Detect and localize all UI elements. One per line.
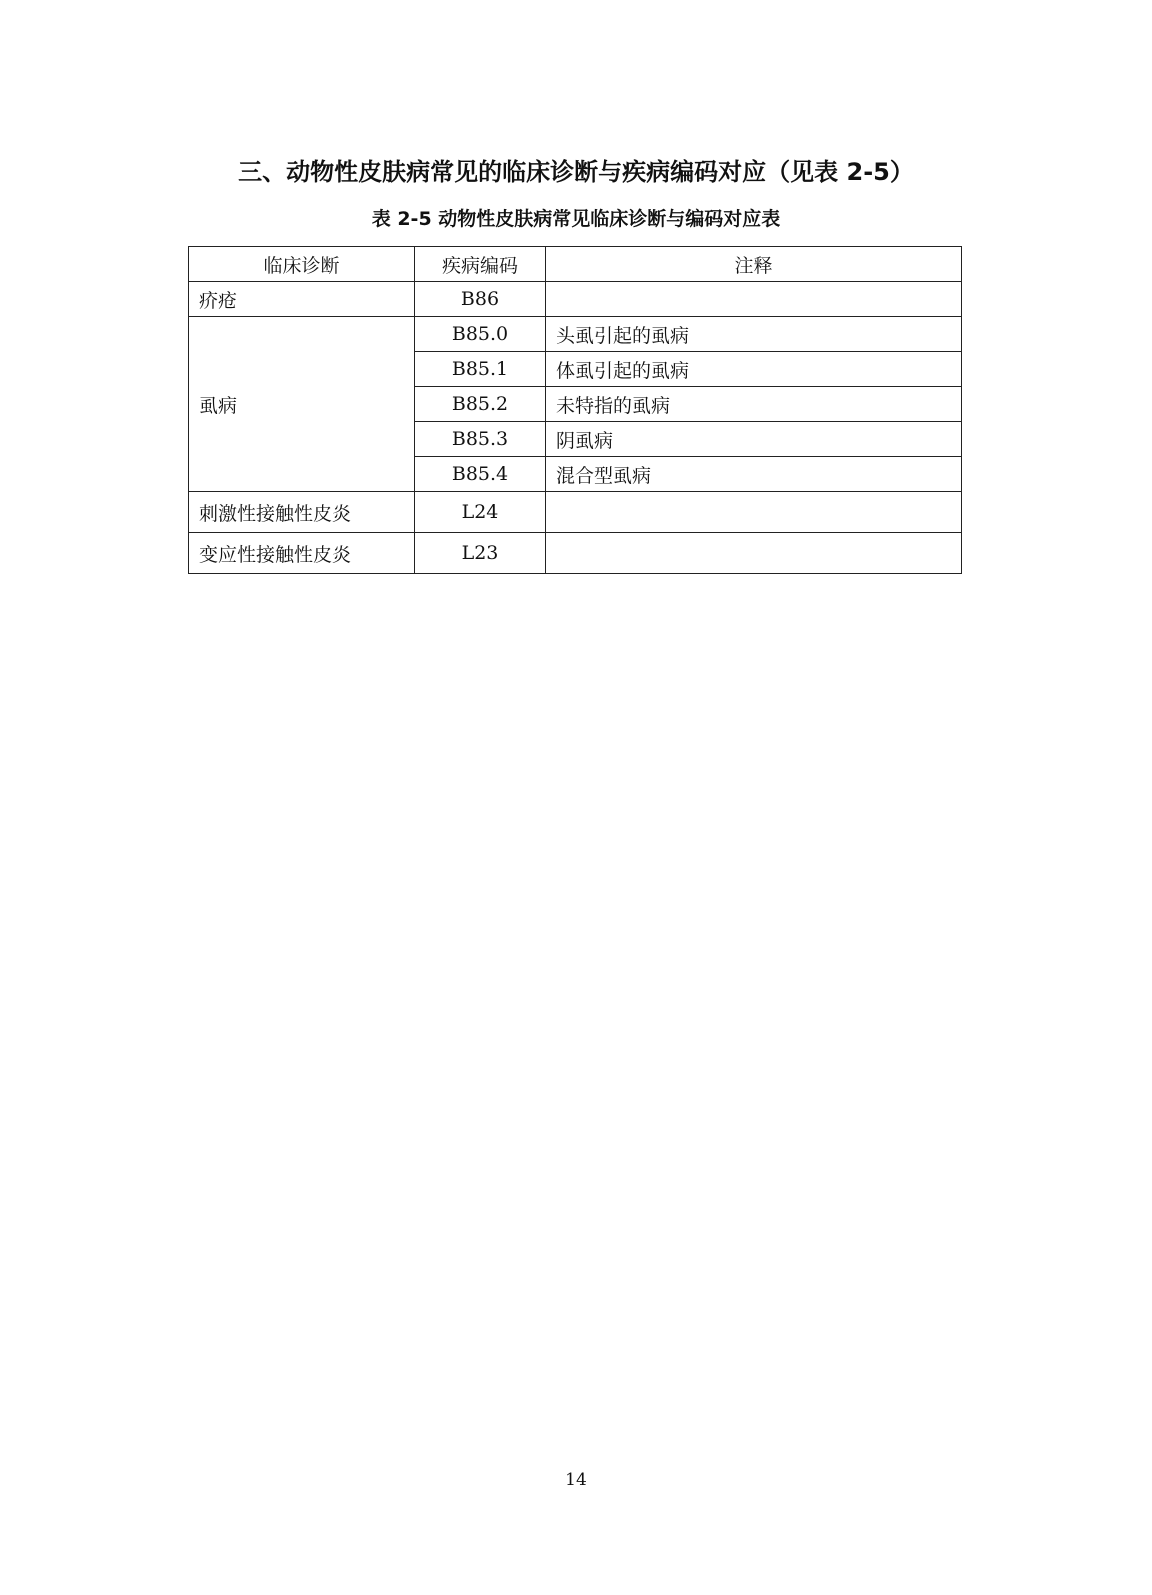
section-heading: 三、动物性皮肤病常见的临床诊断与疾病编码对应（见表 2-5） [238, 158, 914, 186]
cell-note: 未特指的虱病 [546, 387, 962, 422]
table-caption: 表 2-5 动物性皮肤病常见临床诊断与编码对应表 [371, 208, 781, 230]
cell-note [546, 492, 962, 533]
cell-note: 混合型虱病 [546, 457, 962, 492]
cell-note: 体虱引起的虱病 [546, 352, 962, 387]
cell-code: L24 [415, 492, 546, 533]
page-number: 14 [565, 1470, 587, 1490]
cell-code: L23 [415, 533, 546, 574]
cell-code: B85.0 [415, 317, 546, 352]
cell-diagnosis: 变应性接触性皮炎 [189, 533, 415, 574]
header-diagnosis: 临床诊断 [189, 247, 415, 282]
cell-code: B85.2 [415, 387, 546, 422]
cell-note [546, 282, 962, 317]
cell-diagnosis: 疥疮 [189, 282, 415, 317]
table-header-row [189, 247, 962, 282]
cell-code: B85.1 [415, 352, 546, 387]
cell-code: B85.3 [415, 422, 546, 457]
cell-diagnosis: 虱病 [189, 317, 415, 492]
table-row [189, 282, 962, 317]
cell-code: B86 [415, 282, 546, 317]
header-note: 注释 [546, 247, 962, 282]
header-code: 疾病编码 [415, 247, 546, 282]
table-row [189, 317, 962, 352]
cell-code: B85.4 [415, 457, 546, 492]
table-row [189, 533, 962, 574]
cell-note: 头虱引起的虱病 [546, 317, 962, 352]
table-row [189, 492, 962, 533]
cell-note [546, 533, 962, 574]
cell-diagnosis: 刺激性接触性皮炎 [189, 492, 415, 533]
diagnosis-code-table [188, 246, 962, 574]
cell-note: 阴虱病 [546, 422, 962, 457]
